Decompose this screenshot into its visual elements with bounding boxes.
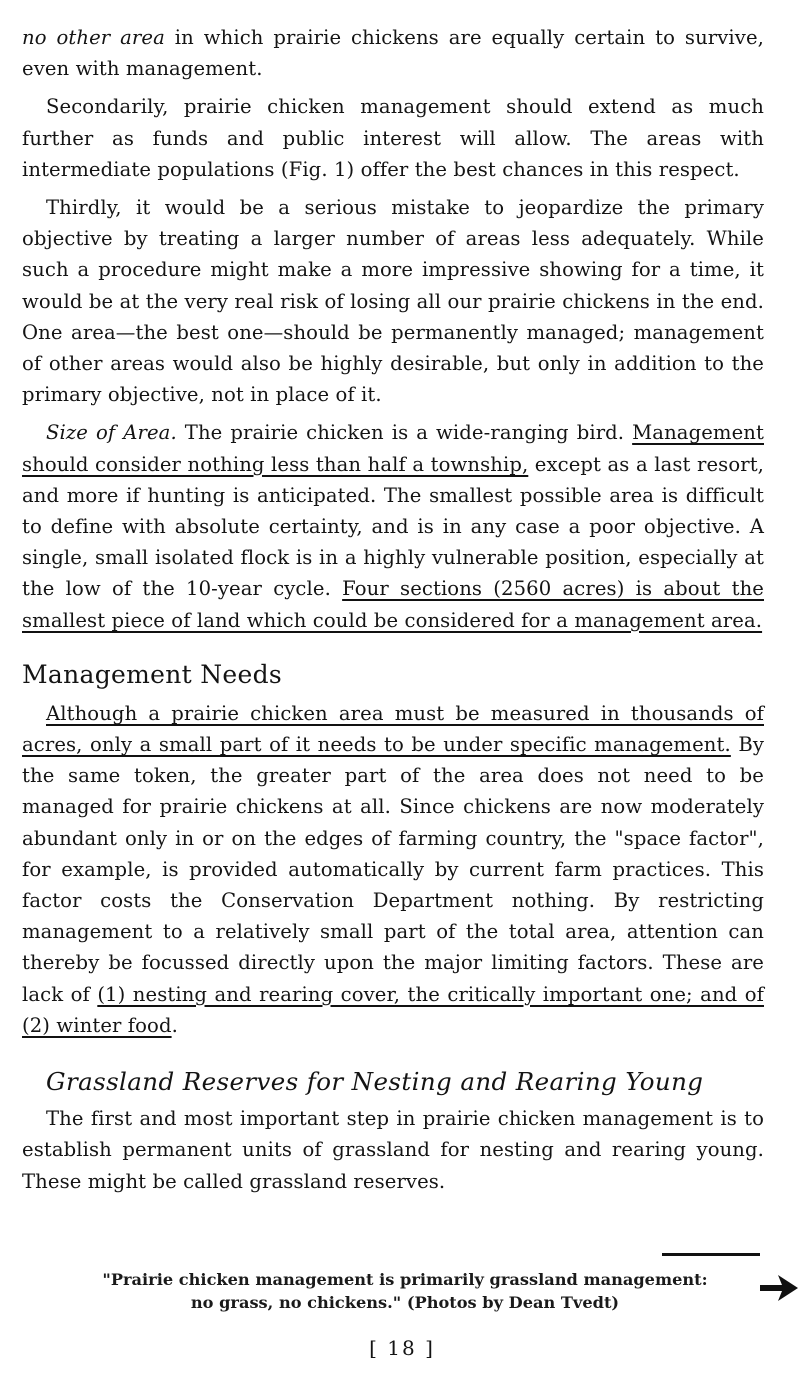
paragraph-3: Thirdly, it would be a serious mistake to jeopardize the primary objective by treating a larger number of areas less adequately. While such a procedure might make a more impressive showing for a time, it would be at the very real risk of losing all our prairie chickens in the end. One area—the best one—should be permanently managed; management of other areas would also be highly desirable, but only in addition to the primary objective, not in place of it. <box>22 196 764 407</box>
caption-rule <box>662 1253 760 1256</box>
section-heading: Management Needs <box>22 659 282 689</box>
underlined-passage: Although a prairie chicken area must be measured in thousands of acres, only a small part of it needs to be under specific management. <box>22 701 764 757</box>
paragraph-1-text: in which prairie chickens are equally certain to survive, even with management. <box>22 26 764 81</box>
underlined-passage: Management should consider nothing less than half a township, <box>22 421 764 476</box>
run-in-heading: Size of Area. <box>46 421 177 445</box>
photo-caption <box>40 1268 770 1314</box>
text-run: The prairie chicken is a wide-ranging bird. <box>176 421 633 445</box>
paragraph-1 <box>22 22 764 84</box>
subsection-heading: Grassland Reserves for Nesting and Rearing Young <box>46 1067 704 1097</box>
paragraph-management-needs <box>22 698 764 1041</box>
caption-line-2: no grass, no chickens." (Photos by Dean Tvedt) <box>190 1293 620 1312</box>
text-run: By the same token, the greater part of the area does not need to be managed for prairie chickens at all. Since chickens are now moderately abundant only in or on the edges of farming country, the "space factor", for example, is provided automatically by current farm practices. This factor costs the Conservation Department nothing. By restricting management to a relatively small part of the total area, attention can thereby be focussed directly upon the major limiting factors. These are lack of <box>22 733 764 1006</box>
paragraph-size-of-area <box>22 417 764 635</box>
text-run: except as a last resort, and more if hunting is anticipated. The smallest possible area is difficult to define with absolute certainty, and is in any case a poor objective. A single, small isolated flock is in a highly vulnerable position, especially at the low of the 10-year cycle. <box>22 452 765 601</box>
paragraph-2: Secondarily, prairie chicken management should extend as much further as funds and public interest will allow. The areas with intermediate populations (Fig. 1) offer the best chances in this respect. <box>22 95 764 181</box>
caption-line-1: "Prairie chicken management is primarily grassland management: <box>102 1270 708 1289</box>
underlined-passage: Four sections (2560 acres) is about the smallest piece of land which could be considered for a management area. <box>22 577 764 632</box>
underlined-passage: (1) nesting and rearing cover, the critically important one; and of (2) winter food <box>22 982 764 1037</box>
paragraph-grassland: The first and most important step in prairie chicken management is to establish permanent units of grassland for nesting and rearing young. These might be called grassland reserves. <box>22 1107 764 1193</box>
text-run: . <box>171 1013 178 1037</box>
page-body <box>22 22 764 1197</box>
italic-lead: no other area <box>22 26 165 49</box>
page-number: [ 18 ] <box>369 1336 435 1360</box>
right-arrow-icon <box>758 1272 800 1304</box>
